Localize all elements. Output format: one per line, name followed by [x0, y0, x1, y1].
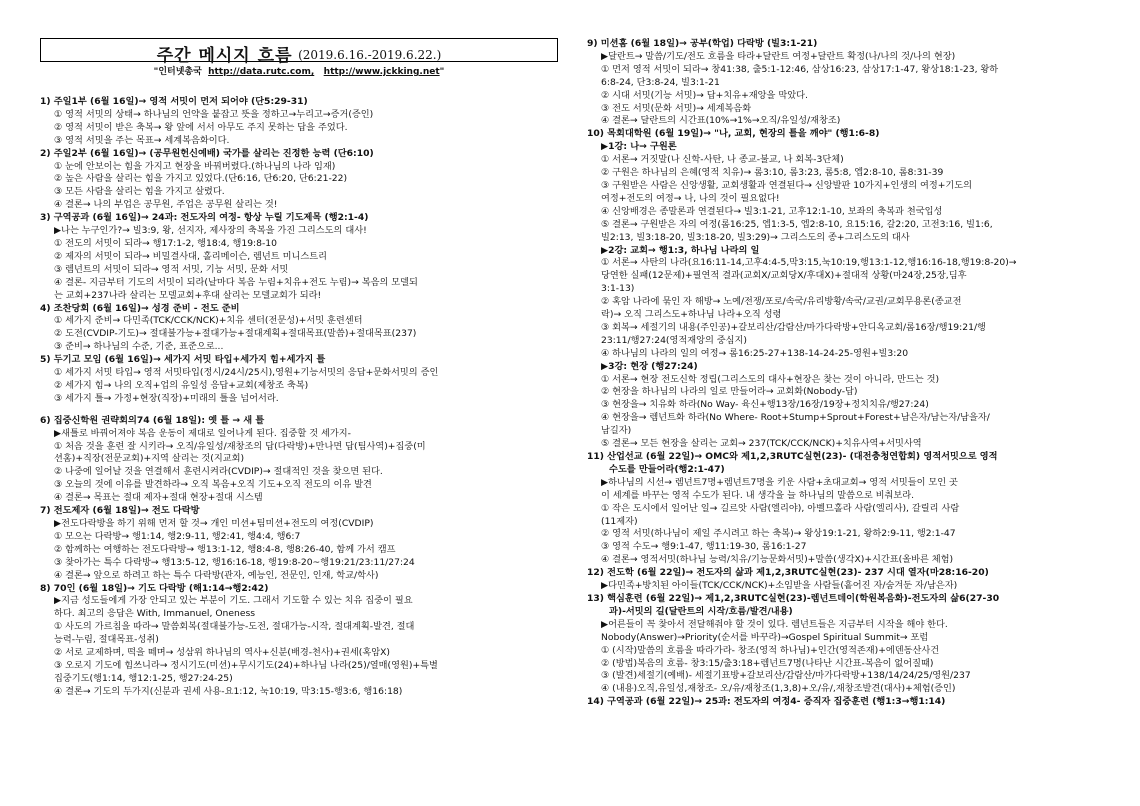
section-block: [40, 303, 562, 355]
section-line: ④ 결론→ 영적서밋(하나님 능력/치유/기능문화서밋)+말씀(생각X)+시간표(올바른 체험): [601, 554, 954, 566]
section-line: ② 함께하는 여행하는 전도다락방→ 행13:1-12, 행8:4-8, 행8:26-40, 함께 가서 캠프: [54, 543, 396, 555]
section-line: ③ 현장을→ 치유화 하라(No Way- 육신+행13장/16장/19장+정치치유/행27:24): [601, 399, 929, 411]
section-heading: 10) 목회대학원 (6월 19일)→ "나, 교회, 현장의 틀을 깨야" (행1:6-8): [587, 128, 880, 140]
section-line: ⑤ 결론→ 구원받은 자의 여정(롬16:25, 엡1:3-5, 엡2:8-10, 요15:16, 갈2:20, 고전3:16, 빌1:6,: [601, 218, 993, 230]
section-line: ▶다민족+방치된 아이들(TCK/CCK/NCK)+소임받을 사람들(흩어진 자/숨겨둔 자/남은자): [601, 580, 958, 592]
section-line: ① 서론→ 현장 전도신학 정립(그리스도의 대사+현장은 찾는 것이 아니라, 만드는 것): [601, 373, 940, 385]
section-line: ① 처음 것을 훈련 잘 시키라→ 오직/유일성/재창조의 답(다락방)+만나면 답(팀사역)+집중(미: [54, 440, 426, 452]
section-line: 능력-누림, 절대목표-성취): [54, 634, 159, 646]
section-line: ▶새틀로 바꿔어져야 복음 운동이 제대로 일어나게 된다. 집중할 것 세가지-: [54, 427, 351, 439]
section-heading-cont: 과)-서밋의 길(달란트의 시작/흐름/발견/내용): [609, 605, 793, 617]
section-line: ③ 구원받은 사람은 신앙생활, 교회생활과 연결된다→ 신앙발판 10가지+인생의 여정+기도의: [601, 179, 973, 191]
section-heading: 9) 미션홈 (6월 18일)→ 공부(학업) 다락방 (빌3:1-21): [587, 38, 818, 49]
section-line: ① 서론→ 거짓말(나 신학-사탄, 나 종교-불교, 나 회복-3단체): [601, 154, 844, 166]
section-line: ③ 모든 사람을 살리는 힘을 가지고 살렸다.: [54, 186, 225, 198]
section-line: ▶3강: 현장 (행27:24): [601, 360, 698, 372]
section-line: ② 영적 서밋이 받은 축복→ 왕 앞에 서서 아무도 주지 못하는 답을 주었다.: [54, 121, 348, 133]
section-line: ② 도전(CVDIP-기도)→ 절대불가능+절대가능+절대계획+절대목표(말씀)+절대목표(237): [54, 328, 417, 340]
link-jckking[interactable]: http://www.jckking.net: [323, 67, 440, 77]
section-line: ▶1강: 나→ 구원론: [601, 141, 677, 153]
section-line: ③ 회복→ 세절기의 내용(주인공)+갈보리산/감람산/마가다락방+안디옥교회/롬16장/행19:21/행: [601, 321, 986, 333]
section-line: 3:1-13): [601, 283, 635, 295]
section-block: [587, 451, 1105, 567]
section-heading: 14) 구역공과 (6월 22일)→ 25과: 전도자의 여정4- 증직자 집중훈련 (행1:3→행1:14): [587, 696, 946, 708]
section-block: [587, 567, 1105, 593]
section-line: ① 사도의 가르침을 따라→ 말씀회복(절대불가능-도전, 절대가능-시작, 절대계획-발견, 절대: [54, 621, 415, 633]
section-line: ▶2강: 교회→ 행1:3, 하나님 나라의 일: [601, 244, 760, 256]
section-heading: 13) 핵심훈련 (6월 22일)→ 제1,2,3RUTC실현(23)-렘넌트데이(학원복음화)-전도자의 삶6(27-30: [587, 592, 1000, 604]
section-line: ③ 오늘의 것에 이유를 발견하라→ 오직 복음+오직 기도+오직 전도의 이유 발견: [54, 479, 372, 491]
section-line: ③ 세가지 틀→ 가정+현장(직장)+미래의 틀을 넘어서라.: [54, 392, 279, 404]
section-heading: 5) 두기고 모임 (6월 16일)→ 세가지 서밋 타입+세가지 힘+세가지 틀: [40, 354, 326, 366]
section-line: ② 시대 서밋(기능 서밋)→ 답+치유+재앙을 막았다.: [601, 89, 808, 101]
section-line: 6:8-24, 단3:8-24, 빌3:1-21: [601, 76, 720, 88]
section-line: ① 서론→ 사탄의 나라(요16:11-14,고후4:4-5,막3:15,눅10:19,행13:1-12,행16:16-18,행19:8-20)→: [601, 257, 1017, 269]
section-line: ▶달란트→ 말씀/기도/전도 흐름을 타라+달란트 여정+달란트 확정(나/나의 것/나의 현장): [601, 50, 956, 62]
section-line: ① 전도의 서밋이 되라→ 행17:1-2, 행18:4, 행19:8-10: [54, 237, 277, 249]
subtitle: [40, 64, 558, 77]
section-block: [40, 583, 562, 699]
section-block: [40, 96, 562, 148]
subtitle-prefix: "인터넷총국: [153, 67, 202, 77]
section-line: ④ 신앙배경은 종말론과 연결된다→ 빌3:1-21, 고후12:1-10, 보좌의 축복과 천국입성: [601, 205, 943, 217]
section-line: ② 현장을 하나님의 나라의 일로 만들어라→ 교회화(Nobody-답): [601, 386, 858, 398]
section-block: [40, 148, 562, 213]
section-line: 하다. 최고의 응답은 With, Immanuel, Oneness: [54, 608, 256, 620]
title-box: [40, 38, 558, 66]
section-heading: 7) 전도제자 (6월 18일)→ 전도 다락방: [40, 505, 200, 517]
page-title: 주간 메시지 흐름: [156, 46, 293, 66]
section-heading: 11) 산업선교 (6월 22일)→ OMC와 제1,2,3RUTC실현(23)- (대전충청연합회) 영적서밋으로 영적: [587, 451, 998, 462]
section-line: ③ 영적 수도→ 행9:1-47, 행11:19-30, 롬16:1-27: [601, 541, 807, 553]
right-column: [587, 38, 1105, 709]
section-line: 락)→ 오직 그리스도+하나님 나라+오직 성령: [601, 309, 782, 321]
section-line: ② 제자의 서밋이 되라→ 비밀결사대, 홀리메이슨, 렘넌트 미니스트리: [54, 250, 327, 262]
section-line: ① 영적 서밋의 상태→ 하나님의 언약을 붙잡고 뜻을 정하고→누리고→증거(증인): [54, 108, 374, 120]
section-line: 23:11/행27:24(영적재앙의 중심지): [601, 334, 748, 346]
section-line: ④ 결론→ 앞으로 하려고 하는 특수 다락방(관자, 예능인, 전문인, 인재, 학교/학사): [54, 569, 379, 581]
section-line: ① 세가지 서밋 타입→ 영적 서밋타입(정시/24시/25시),영원+기능서밋의 응답+문화서밋의 증인: [54, 367, 439, 379]
section-block: [40, 415, 562, 505]
section-line: ② (방법)복음의 흐름- 창3:15/출3:18+렘넌트7명(나타난 시간표-복음이 없어질때): [601, 657, 934, 669]
section-line: ④ 하나님의 나라의 일의 여정→ 롬16:25-27+138-14-24-25-영원+빌3:20: [601, 347, 909, 359]
section-line: 는 교회+237나라 살리는 모델교회+후대 살리는 모델교회가 되라!: [54, 289, 322, 301]
section-line: ④ 결론→ 나의 부업은 공무원, 주업은 공무원 살리는 것!: [54, 199, 278, 211]
section-line: ② 세가지 힘→ 나의 오직+업의 유일성 응답+교회(제창조 축복): [54, 379, 309, 391]
section-line: ⑤ 결론→ 모든 현장을 살리는 교회→ 237(TCK/CCK/NCK)+치유사역+서밋사역: [601, 438, 922, 450]
section-line: ③ 오로지 기도에 힘쓰니라→ 정시기도(미션)+무시기도(24)+하나님 나라(25)/열매(영원)+특별: [54, 659, 438, 671]
subtitle-suffix: ": [439, 67, 445, 77]
section-line: ④ 결론- 지금부터 기도의 서밋이 되라(날마다 복음 누림+치유+전도 누림)→ 복음의 모델되: [54, 276, 418, 288]
section-line: ③ (발견)세절기(예배)- 세절기표방+갈보리산/감람산/마가다락방+138/14/24/25/영원/237: [601, 670, 971, 682]
section-line: ▶나는 누구인가?→ 빌3:9, 왕, 선지자, 제사장의 축복을 가진 그리스도의 대사!: [54, 225, 367, 237]
section-line: ① 작은 도시에서 일어난 일→ 길르앗 사람(엘리야), 아벨므홀라 사람(엘리사), 갈릴리 사람: [601, 502, 960, 514]
section-line: 션홈)+직장(전문교회)+지역 살리는 것(지교회): [54, 453, 245, 465]
section-line: ② 높은 사람을 살리는 힘을 가지고 있었다.(단6:16, 단6:20, 단6:21-22): [54, 173, 348, 185]
section-line: ② 구원은 하나님의 은혜(영적 치유)→ 롬3:10, 롬3:23, 롬5:8, 엡2:8-10, 롬8:31-39: [601, 167, 944, 179]
section-line: 여정+전도의 여정→ 나, 나의 것이 필요없다!: [601, 192, 780, 204]
section-line: ④ 현장을→ 렘넌트화 하라(No Where- Root+Stump+Sprout+Forest+남은자/남는자/남을자/: [601, 412, 990, 424]
section-line: ② 혹암 나라에 묶인 자 해방→ 노예/전쟁/포로/속국/유리방황/속국/교권/교회무용론(종교전: [601, 296, 962, 308]
section-heading: 6) 집중신학원 권략회의74 (6월 18일): 옛 틀 → 새 틀: [40, 414, 265, 426]
section-line: ② 나중에 일어날 것을 연결해서 훈련시켜라(CVDIP)→ 절대적인 것을 찾으면 된다.: [54, 466, 383, 478]
section-line: ② 서로 교제하며, 떡을 떼며→ 성삼위 하나님의 역사+신분(배경-천사)+권세(혹암X): [54, 647, 391, 659]
section-line: ▶지금 성도들에게 가장 안되고 있는 부분이 기도. 그래서 기도할 수 있는 치유 집중이 필요: [54, 595, 413, 607]
section-line: ③ 전도 서밋(문화 서밋)→ 세계복음화: [601, 102, 752, 114]
section-block: [40, 505, 562, 582]
section-block: [587, 593, 1105, 696]
section-block: [40, 212, 562, 302]
section-heading: 8) 70인 (6월 18일)→ 기도 다락방 (해1:14→행2:42): [40, 582, 269, 594]
section-block: [587, 696, 1105, 709]
section-line: ▶하나님의 시선→ 렘넌트7명+렘넌트7명을 키운 사람+초대교회→ 영적 서밋들이 모인 곳: [601, 476, 958, 488]
section-line: 이 세계를 바꾸는 영적 수도가 된다. 내 생각을 늘 하나님의 말씀으로 비춰보라.: [601, 489, 915, 501]
section-line: ① 세가지 준비→ 다민족(TCK/CCK/NCK)+치유 센터(전문성)+서밋 훈련센터: [54, 315, 363, 327]
section-heading: 4) 조찬당회 (6월 16일)→ 성경 준비 - 전도 준비: [40, 302, 240, 314]
section-heading: 2) 주일2부 (6월 16일)→ (공무원헌신예배) 국가를 살리는 진정한 능력 (단6:10): [40, 147, 374, 159]
section-line: Nobody(Answer)→Priority(순서를 바꾸라)→Gospel Spiritual Summit→ 포럼: [601, 631, 929, 643]
section-line: ② 영적 서밋(하나님이 제일 주시려고 하는 축복)→ 왕상19:1-21, 왕하2:9-11, 행2:1-47: [601, 528, 956, 540]
section-line: 집중기도(행1:14, 행12:1-25, 행27:24-25): [54, 672, 233, 684]
section-line: 당연한 실패(12문제)+필연적 결과(교회X/교회당X/후대X)+절대적 상황(마24장,25장,딤후: [601, 270, 967, 282]
section-block: [587, 38, 1105, 128]
section-line: ① 눈에 안보이는 힘을 가지고 현장을 바꿔버렸다.(하나님의 나라 임재): [54, 160, 336, 172]
section-line: ④ 결론→ 기도의 두가지(신분과 권세 사용-요1:12, 눅10:19, 막3:15-행3:6, 행16:18): [54, 685, 403, 697]
section-line: ④ 결론→ 달란트의 시간표(10%→1%→오직/유일성/재창조): [601, 115, 841, 127]
section-line: ▶어른들이 꼭 찾아서 전달해줘야 할 것이 있다. 렘넌트들은 지금부터 시작을 해야 한다.: [601, 618, 948, 630]
section-heading-cont: 수도를 만들어라(행2:1-47): [609, 463, 725, 475]
section-line: (11제자): [601, 515, 638, 527]
section-line: ① 먼저 영적 서밋이 되라→ 창41:38, 출5:1-12:46, 삼상16:23, 삼상17:1-47, 왕상18:1-23, 왕하: [601, 63, 999, 75]
section-line: 남길자): [601, 425, 632, 437]
section-gap: [40, 406, 562, 415]
section-line: ③ 렘넌트의 서밋이 되라→ 영적 서밋, 기능 서밋, 문화 서밋: [54, 263, 289, 275]
section-line: 빌2:13, 빌3:18-20, 빌3:18-20, 빌3:29)→ 그리스도의 종+그리스도의 대사: [601, 231, 910, 243]
title-date: (2019.6.16.-2019.6.22.): [298, 48, 442, 62]
section-line: ④ 결론→ 목표는 절대 제자+절대 현장+절대 시스템: [54, 492, 263, 504]
left-column: [40, 96, 562, 699]
section-line: ▶전도다락방을 하기 위해 먼저 할 것→ 개인 미션+팀미션+전도의 여정(CVDIP): [54, 518, 374, 529]
section-heading: 12) 전도학 (6월 22일)→ 전도자의 삶과 제1,2,3RUTC실현(23)- 237 시대 열자(마28:16-20): [587, 567, 989, 579]
section-line: ④ (내용)오직,유일성,재창조- 오/유/재창조(1,3,8)+오/유/,재창조발견(대사)+체험(증인): [601, 683, 956, 695]
link-data-rutc[interactable]: http://data.rutc.com,: [208, 67, 315, 77]
section-heading: 3) 구역공과 (6월 16일)→ 24과: 전도자의 여정- 항상 누릴 기도제목 (행2:1-4): [40, 212, 369, 224]
section-line: ③ 영적 서밋을 주는 목표→ 세계복음화이다.: [54, 134, 230, 146]
section-line: ③ 찾아가는 특수 다락방→ 행13:5-12, 행16:16-18, 행19:8-20~행19:21/23:11/27:24: [54, 556, 415, 568]
section-line: ③ 준비→ 하나님의 수준, 기준, 표준으로...: [54, 341, 224, 353]
section-block: [587, 128, 1105, 451]
section-block: [40, 354, 562, 406]
section-line: ① 모으는 다락방→ 행1:14, 행2:9-11, 행2:41, 행4:4, 행6:7: [54, 530, 301, 542]
section-line: ① (시작)말씀의 흐름을 따라가라- 창조(영적 하나님)+인간(영적존재)+에덴동산사건: [601, 644, 940, 656]
section-heading: 1) 주일1부 (6월 16일)→ 영적 서밋이 먼저 되어야 (단5:29-31): [40, 96, 308, 107]
